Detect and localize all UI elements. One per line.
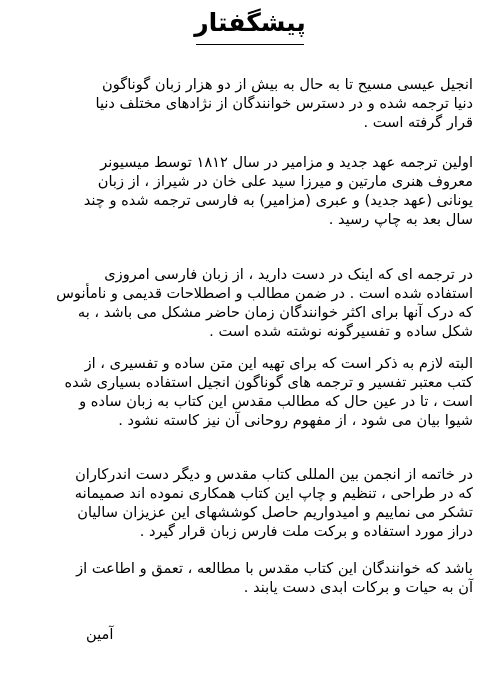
paragraph-line: است ، تا در عین حال که مطالب مقدس این کتاب به زبان ساده و	[79, 393, 473, 410]
paragraph-line: شکل ساده و تفسیرگونه نوشته شده است .	[209, 323, 473, 340]
paragraph-line: دنیا ترجمه شده و در دسترس خوانندگان از نژادهای مختلف دنیا	[95, 95, 473, 112]
paragraph-line: قرار گرفته است .	[363, 114, 473, 131]
paragraph-line: باشد که خوانندگان این کتاب مقدس با مطالعه ، تعمق و اطاعت از	[76, 560, 473, 577]
closing-signature: آمین	[86, 626, 114, 643]
paragraph-5	[28, 465, 473, 541]
page-title: پیشگفتار	[194, 8, 306, 37]
paragraph-line: معروف هنری مارتین و میرزا سید علی خان در شیراز ، از زبان	[97, 173, 473, 190]
paragraph-line: در خاتمه از انجمن بین المللی کتاب مقدس و دیگر دست اندرکاران	[75, 466, 473, 483]
paragraph-line: دراز مورد استفاده و برکت ملت فارس زبان قرار گیرد .	[139, 523, 473, 540]
paragraph-line: سال بعد به چاپ رسید .	[328, 211, 473, 228]
paragraph-1	[28, 75, 473, 132]
paragraph-line: که درک آنها برای اکثر خوانندگان زمان حاضر مشکل می باشد ، به	[77, 304, 473, 321]
paragraph-line: کتب معتبر تفسیر و ترجمه های گوناگون انجیل استفاده بسیاری شده	[64, 374, 473, 391]
paragraph-line: در ترجمه ای که اینک در دست دارید ، از زبان فارسی امروزی	[104, 266, 473, 283]
paragraph-line: یونانی (عهد جدید) و عبری (مزامیر) به فارسی ترجمه شده و چند	[83, 192, 473, 209]
paragraph-line: تشکر می نماییم و امیدواریم حاصل کوششهای این عزیزان سالیان	[77, 504, 473, 521]
paragraph-2	[28, 153, 473, 229]
paragraph-line: البته لازم به ذکر است که برای تهیه این متن ساده و تفسیری ، از	[84, 355, 473, 372]
paragraph-line: آن به حیات و برکات ابدی دست یابند .	[243, 579, 473, 596]
paragraph-4	[28, 354, 473, 430]
paragraph-3	[28, 265, 473, 341]
paragraph-line: شیوا بیان می شود ، از مفهوم روحانی آن نیز کاسته نشود .	[118, 412, 473, 429]
paragraph-line: اولین ترجمه عهد جدید و مزامیر در سال ۱۸۱۲ توسط میسیونر	[100, 154, 473, 171]
paragraph-line: انجیل عیسی مسیح تا به حال به بیش از دو هزار زبان گوناگون	[101, 76, 473, 93]
paragraph-line: استفاده شده است . در ضمن مطالب و اصطلاحات قدیمی و نامأنوس	[56, 285, 473, 302]
paragraph-6	[28, 559, 473, 597]
paragraph-line: که در طراحی ، تنظیم و چاپ این کتاب همکاری نموده اند صمیمانه	[74, 485, 473, 502]
title-underline	[196, 44, 304, 45]
